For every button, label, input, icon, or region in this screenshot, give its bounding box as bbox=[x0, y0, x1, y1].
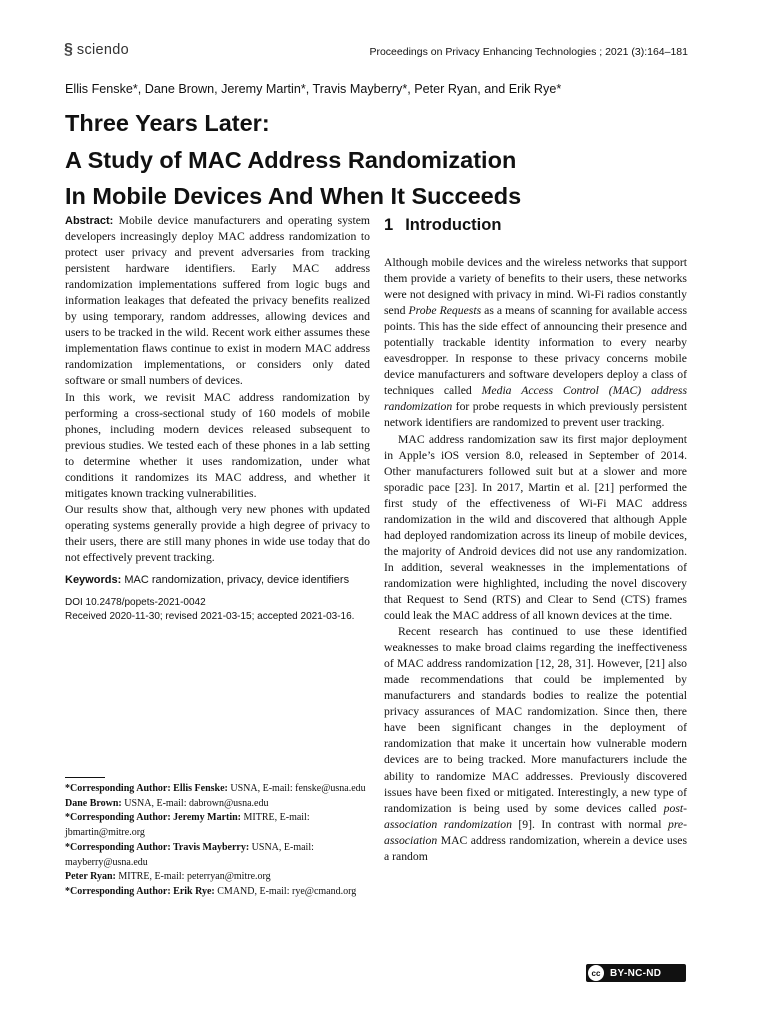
footnote-item: Dane Brown: USNA, E-mail: dabrown@usna.edu bbox=[65, 797, 269, 809]
abstract-text-1: Mobile device manufacturers and operating system developers increasingly deploy MAC address randomization to protect user privacy and prevent adversaries from tracking persistent hardware identifiers. Early MAC address randomization implementations suffered from logic bugs and information leakages that defeated the privacy benefits realized by using temporary, random addresses, allowing devices and users to be tracked in the wild. Recent work either assumes these implementation flaws continue to exist in modern MAC address randomization implementations, or considers only dated software or small numbers of devices. bbox=[65, 214, 370, 388]
abstract-paragraph-3: Our results show that, although very new phones with updated operating systems generally provide a high degree of privacy to their users, there are still many phones in wide use today that do not effectively prevent tracking. bbox=[65, 502, 370, 564]
title-line-1: Three Years Later: bbox=[65, 110, 270, 136]
journal-citation: Proceedings on Privacy Enhancing Technologies ; 2021 (3):164–181 bbox=[369, 46, 688, 58]
footnote-item: *Corresponding Author: Erik Rye: CMAND, E-mail: rye@cmand.org bbox=[65, 885, 357, 897]
footnote-divider bbox=[65, 777, 105, 778]
intro-paragraph-3: Recent research has continued to use these identified weaknesses to make broad claims regarding the ineffectiveness of MAC address randomization [12, 28, 31]. However, [21] also made recommendations that could be implemented by manufacturers and standards bodies to realize the potential privacy assurances of MAC randomization. Since then, there have been significant changes in the deployment of randomization that make it uncertain how vulnerable modern devices are to being tracked. More manufacturers include the ability to randomize MAC addresses. Previously discovered issues have been fixed or mitigated. Interestingly, a new type of randomization is being used by some devices called post-association randomization [9]. In contrast with normal pre-association MAC address randomization, wherein a device uses a random bbox=[384, 625, 688, 863]
section-title: Introduction bbox=[405, 216, 502, 234]
intro-paragraph-2: MAC address randomization saw its first major deployment in Apple’s iOS version 8.0, released in September of 2014. Other manufacturers followed suit but at a slower and more sporadic pace [23]. In 2017, Martin et al. [21] performed the first study of the effectiveness of Wi-Fi MAC address randomization in the wild and discovered that although Apple had deployed randomization across its lineup of mobile devices, the majority of Android devices did not use any randomization. In addition, several weaknesses in the implementations of randomization were highlighted, including the novel discovery that Request to Send (RTS) and Clear to Send (CTS) frames could leak the MAC address of all known devices at the time. bbox=[384, 432, 687, 623]
introduction-column bbox=[384, 255, 687, 865]
footnote-item: Peter Ryan: MITRE, E-mail: peterryan@mitre.org bbox=[65, 871, 271, 883]
abstract-paragraph-1 bbox=[65, 213, 370, 390]
intro-paragraph-1: Although mobile devices and the wireless networks that support them provide a variety of benefits to their users, these networks were not designed with privacy in mind. Wi-Fi radios constantly send Probe Requests as a means of scanning for available access points. This has the side effect of announcing their presence and potentially trackable identity information to every nearby eavesdropper. In response to these privacy concerns mobile device manufacturers and software developers deploy a class of techniques called Media Access Control (MAC) address randomization for probe requests in which previously persistent network identifiers are randomized to prevent user tracking. bbox=[384, 256, 687, 430]
publisher-logo bbox=[64, 41, 129, 59]
keywords-text: MAC randomization, privacy, device identifiers bbox=[124, 574, 350, 587]
sciendo-logo-icon: § bbox=[64, 41, 73, 58]
footnote-item: *Corresponding Author: Travis Mayberry: USNA, E-mail: mayberry@usna.edu bbox=[65, 841, 314, 868]
section-heading-introduction bbox=[384, 216, 501, 235]
abstract-paragraph-2: In this work, we revisit MAC address randomization by performing a cross-sectional study of 160 models of mobile phones, including modern devices released subsequent to previous studies. We tested each of these phones in a lab setting to determine whether it uses randomization, under what conditions it randomizes its MAC address, and whether it mitigates known tracking vulnerabilities. bbox=[65, 390, 370, 500]
keywords bbox=[65, 574, 370, 586]
title-line-2: A Study of MAC Address Randomization bbox=[65, 146, 517, 173]
title-line-3: In Mobile Devices And When It Succeeds bbox=[65, 183, 522, 209]
footnote-item: *Corresponding Author: Ellis Fenske: USNA, E-mail: fenske@usna.edu bbox=[65, 783, 366, 794]
paper-title bbox=[65, 105, 705, 215]
creative-commons-icon: cc bbox=[588, 965, 604, 981]
article-meta bbox=[65, 596, 370, 624]
author-footnotes bbox=[65, 782, 370, 900]
doi[interactable]: DOI 10.2478/popets-2021-0042 bbox=[65, 597, 206, 609]
author-list: Ellis Fenske*, Dane Brown, Jeremy Martin*, Travis Mayberry*, Peter Ryan, and Erik Rye* bbox=[65, 82, 562, 96]
received-dates: Received 2020-11-30; revised 2021-03-15; accepted 2021-03-16. bbox=[65, 611, 355, 623]
footnote-item: *Corresponding Author: Jeremy Martin: MITRE, E-mail: jbmartin@mitre.org bbox=[65, 812, 310, 839]
cc-license-badge[interactable] bbox=[586, 964, 686, 982]
section-number: 1 bbox=[384, 216, 394, 234]
license-text: BY-NC-ND bbox=[610, 967, 662, 979]
abstract-column bbox=[65, 213, 370, 624]
abstract-label: Abstract: bbox=[65, 215, 114, 227]
publisher-name: sciendo bbox=[76, 42, 129, 58]
keywords-label: Keywords: bbox=[65, 574, 122, 587]
